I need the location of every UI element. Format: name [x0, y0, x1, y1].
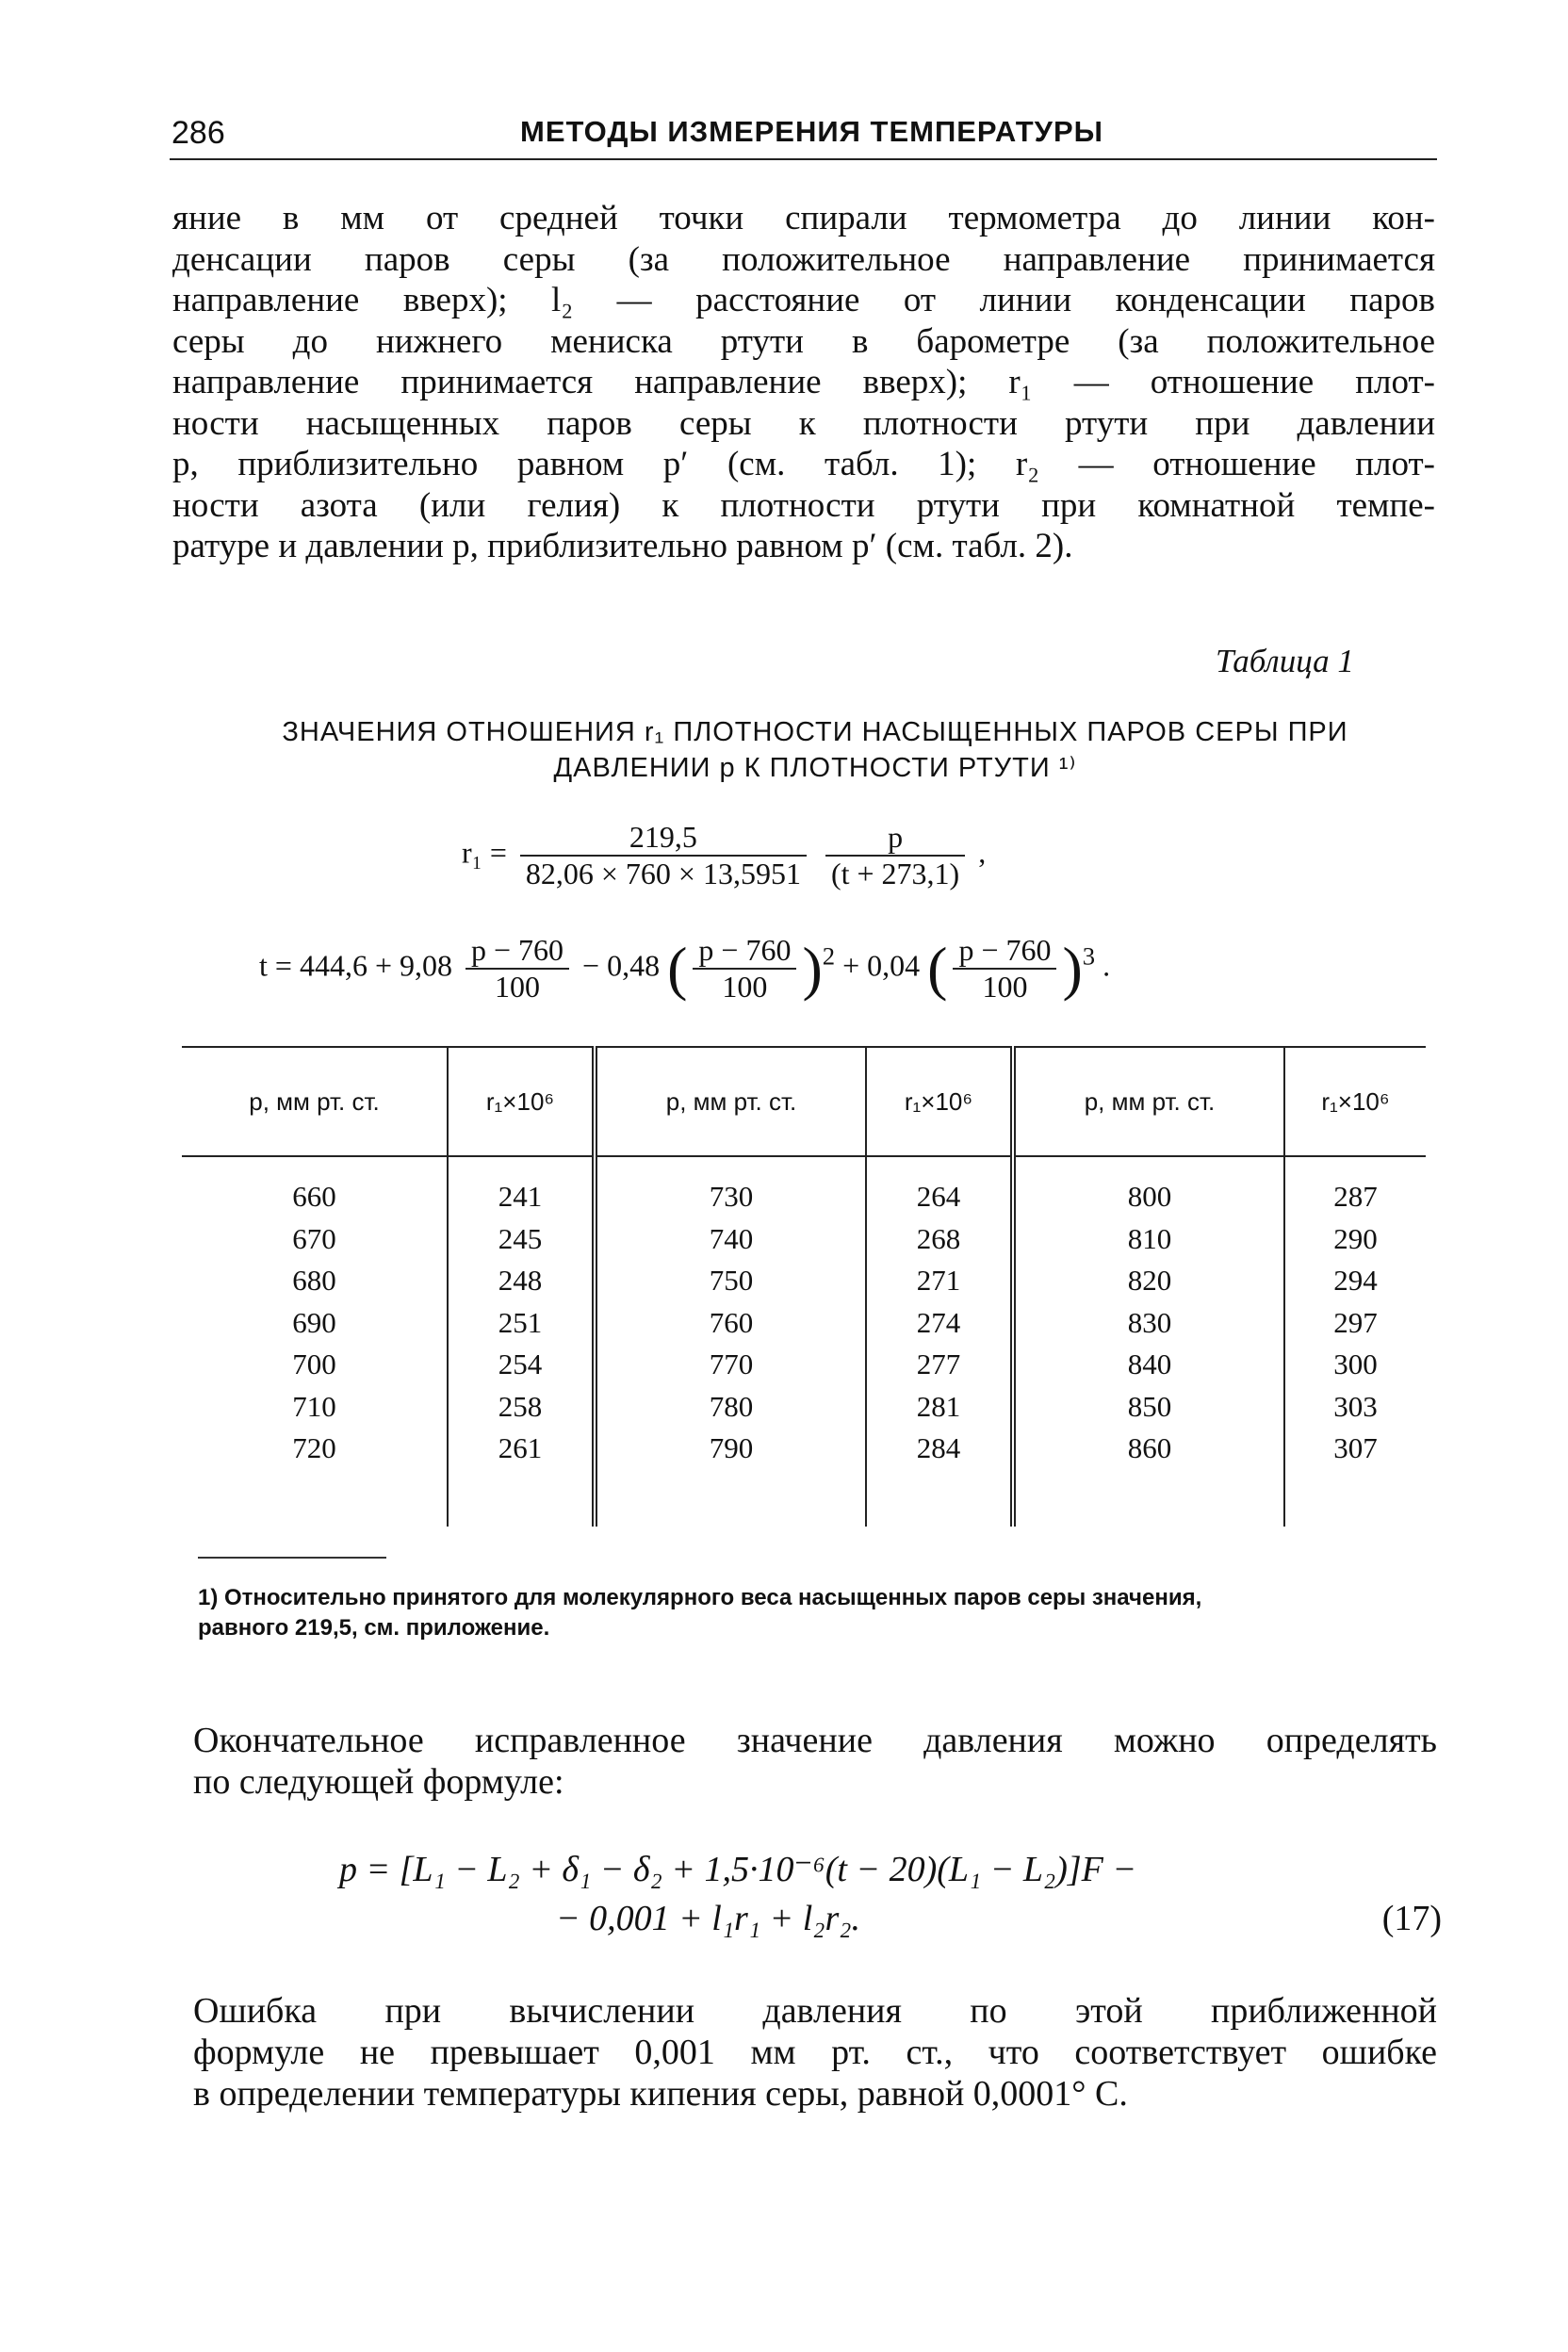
text-line: яние в мм от средней точки спирали термометра до линии кон- — [172, 199, 1435, 237]
formula-tail: . — [1102, 948, 1111, 983]
fraction — [466, 933, 569, 1004]
fraction — [693, 933, 796, 1004]
numerator: p — [825, 820, 965, 857]
formula-lhs: t = 444,6 + 9,08 — [259, 948, 452, 983]
footnote-line: 1) Относительно принятого для молекулярного веса насыщенных паров серы значения, — [198, 1585, 1202, 1610]
equation-17 — [339, 1845, 1442, 1943]
cell-pressure: 660 — [292, 1180, 336, 1214]
paren-close: ) — [1062, 935, 1083, 1002]
column-header-p: p, мм рт. ст. — [595, 1047, 866, 1156]
cell-ratio: 248 — [448, 1260, 595, 1302]
cell-ratio: 284 — [866, 1428, 1013, 1470]
running-head — [170, 115, 1437, 160]
numerator: 219,5 — [520, 820, 807, 857]
paren-close: ) — [802, 935, 823, 1002]
table-row — [182, 1344, 1426, 1386]
table-caption-line: ДАВЛЕНИИ p К ПЛОТНОСТИ РТУТИ ¹⁾ — [553, 753, 1077, 783]
exponent: 2 — [822, 941, 836, 971]
column-header-r: r₁×10⁶ — [448, 1047, 595, 1156]
cell-pressure: 730 — [595, 1156, 866, 1218]
cell-ratio: 294 — [1284, 1260, 1426, 1302]
table-spacer-cell — [866, 1470, 1013, 1527]
table-caption-line: ЗНАЧЕНИЯ ОТНОШЕНИЯ r₁ ПЛОТНОСТИ НАСЫЩЕННЫХ ПАРОВ СЕРЫ ПРИ — [282, 717, 1348, 747]
footnote-rule — [198, 1557, 386, 1559]
cell-ratio: 271 — [866, 1260, 1013, 1302]
cell-pressure: 780 — [595, 1386, 866, 1429]
cell-pressure: 750 — [595, 1260, 866, 1302]
cell-pressure: 690 — [292, 1305, 336, 1339]
equation-number: (17) — [1381, 1899, 1442, 1938]
text-line: серы до нижнего мениска ртути в барометре (за положительное — [172, 321, 1435, 361]
cell-pressure: 680 — [292, 1264, 336, 1298]
formula-tail: , — [978, 835, 987, 870]
table-spacer-cell — [1013, 1470, 1284, 1527]
formula-term: + 0,04 — [842, 948, 921, 983]
cell-ratio: 274 — [866, 1302, 1013, 1345]
formula-lhs: r₁ = — [462, 835, 507, 870]
paragraph-formula-intro — [193, 1720, 1437, 1803]
cell-ratio: 245 — [448, 1218, 595, 1261]
cell-ratio: 287 — [1284, 1156, 1426, 1218]
paragraph-definitions — [172, 198, 1435, 567]
text-line: p, приблизительно равном p′ (см. табл. 1); r₂ — отношение плот- — [172, 445, 1435, 483]
numerator: p − 760 — [466, 933, 569, 970]
cell-ratio: 303 — [1284, 1386, 1426, 1429]
data-table — [182, 1046, 1426, 1527]
text-line: ности насыщенных паров серы к плотности ртути при давлении — [172, 403, 1435, 443]
cell-pressure: 770 — [595, 1344, 866, 1386]
paragraph-error — [193, 1990, 1437, 2115]
paren-open: ( — [927, 935, 948, 1002]
cell-ratio: 290 — [1284, 1218, 1426, 1261]
paren-open: ( — [667, 935, 688, 1002]
cell-ratio: 281 — [866, 1386, 1013, 1429]
text-line: Ошибка при вычислении давления по этой приближенной — [193, 1991, 1437, 2031]
text-line: Окончательное исправленное значение давления можно определять — [193, 1721, 1437, 1760]
column-header-p: p, мм рт. ст. — [182, 1047, 448, 1156]
column-header-p: p, мм рт. ст. — [1013, 1047, 1284, 1156]
cell-ratio: 264 — [866, 1156, 1013, 1218]
cell-ratio: 268 — [866, 1218, 1013, 1261]
table-spacer-cell — [595, 1470, 866, 1527]
table-label: Таблица 1 — [1216, 643, 1354, 679]
exponent: 3 — [1082, 941, 1096, 971]
denominator: (t + 273,1) — [830, 857, 960, 890]
cell-pressure: 810 — [1013, 1218, 1284, 1261]
footnote — [198, 1583, 1432, 1643]
formula-t — [259, 933, 1110, 1004]
fraction — [953, 933, 1056, 1004]
table-spacer-row — [182, 1470, 1426, 1527]
equation-line: p = [L₁ − L₂ + δ₁ − δ₂ + 1,5·10⁻⁶(t − 20)(L₁ − L₂)]F − — [339, 1850, 1137, 1889]
cell-ratio: 307 — [1284, 1428, 1426, 1470]
cell-ratio: 251 — [448, 1302, 595, 1345]
cell-ratio: 258 — [448, 1386, 595, 1429]
footnote-line: равного 219,5, см. приложение. — [198, 1615, 550, 1641]
cell-pressure: 860 — [1013, 1428, 1284, 1470]
cell-pressure: 790 — [595, 1428, 866, 1470]
text-line: формуле не превышает 0,001 мм рт. ст., что соответствует ошибке — [193, 2033, 1437, 2072]
cell-pressure: 840 — [1013, 1344, 1284, 1386]
table-row — [182, 1386, 1426, 1429]
cell-ratio: 241 — [448, 1156, 595, 1218]
cell-pressure: 700 — [292, 1348, 336, 1381]
formula-term: − 0,48 — [582, 948, 661, 983]
cell-pressure: 830 — [1013, 1302, 1284, 1345]
text-line: по следующей формуле: — [193, 1762, 564, 1802]
running-title: МЕТОДЫ ИЗМЕРЕНИЯ ТЕМПЕРАТУРЫ — [520, 115, 1103, 148]
table-row — [182, 1428, 1426, 1470]
table-spacer-cell — [1284, 1470, 1426, 1527]
column-header-r: r₁×10⁶ — [866, 1047, 1013, 1156]
cell-pressure: 820 — [1013, 1260, 1284, 1302]
table-spacer-cell — [182, 1470, 448, 1527]
table-row — [182, 1156, 1426, 1218]
cell-pressure: 740 — [595, 1218, 866, 1261]
cell-ratio: 254 — [448, 1344, 595, 1386]
fraction — [825, 820, 965, 891]
table-row — [182, 1302, 1426, 1345]
text-line: направление вверх); l₂ — расстояние от линии конденсации паров — [172, 281, 1435, 319]
page-number: 286 — [172, 115, 225, 151]
cell-pressure: 800 — [1013, 1156, 1284, 1218]
denominator: 82,06 × 760 × 13,5951 — [525, 857, 801, 890]
cell-ratio: 297 — [1284, 1302, 1426, 1345]
column-header-r: r₁×10⁶ — [1284, 1047, 1426, 1156]
cell-pressure: 850 — [1013, 1386, 1284, 1429]
cell-ratio: 261 — [448, 1428, 595, 1470]
text-line: в определении температуры кипения серы, равной 0,0001° С. — [193, 2074, 1128, 2114]
table-header-row — [182, 1047, 1426, 1156]
text-line: денсации паров серы (за положительное направление принимается — [172, 239, 1435, 279]
denominator: 100 — [722, 970, 768, 1004]
numerator: p − 760 — [693, 933, 796, 970]
table-spacer-cell — [448, 1470, 595, 1527]
text-line: направление принимается направление вверх); r₁ — отношение плот- — [172, 363, 1435, 401]
cell-pressure: 760 — [595, 1302, 866, 1345]
equation-line: − 0,001 + l₁r₁ + l₂r₂. — [556, 1899, 860, 1938]
cell-pressure: 710 — [292, 1389, 336, 1423]
table-row — [182, 1260, 1426, 1302]
denominator: 100 — [495, 970, 540, 1004]
table-row — [182, 1218, 1426, 1261]
fraction — [520, 820, 807, 891]
numerator: p − 760 — [953, 933, 1056, 970]
text-line: ности азота (или гелия) к плотности ртути при комнатной темпе- — [172, 485, 1435, 525]
text-line: ратуре и давлении p, приблизительно равном p′ (см. табл. 2). — [172, 527, 1073, 565]
cell-ratio: 277 — [866, 1344, 1013, 1386]
denominator: 100 — [982, 970, 1028, 1004]
cell-pressure: 670 — [292, 1221, 336, 1255]
table-caption — [193, 714, 1437, 786]
cell-pressure: 720 — [292, 1431, 336, 1465]
cell-ratio: 300 — [1284, 1344, 1426, 1386]
formula-r1 — [462, 820, 986, 891]
